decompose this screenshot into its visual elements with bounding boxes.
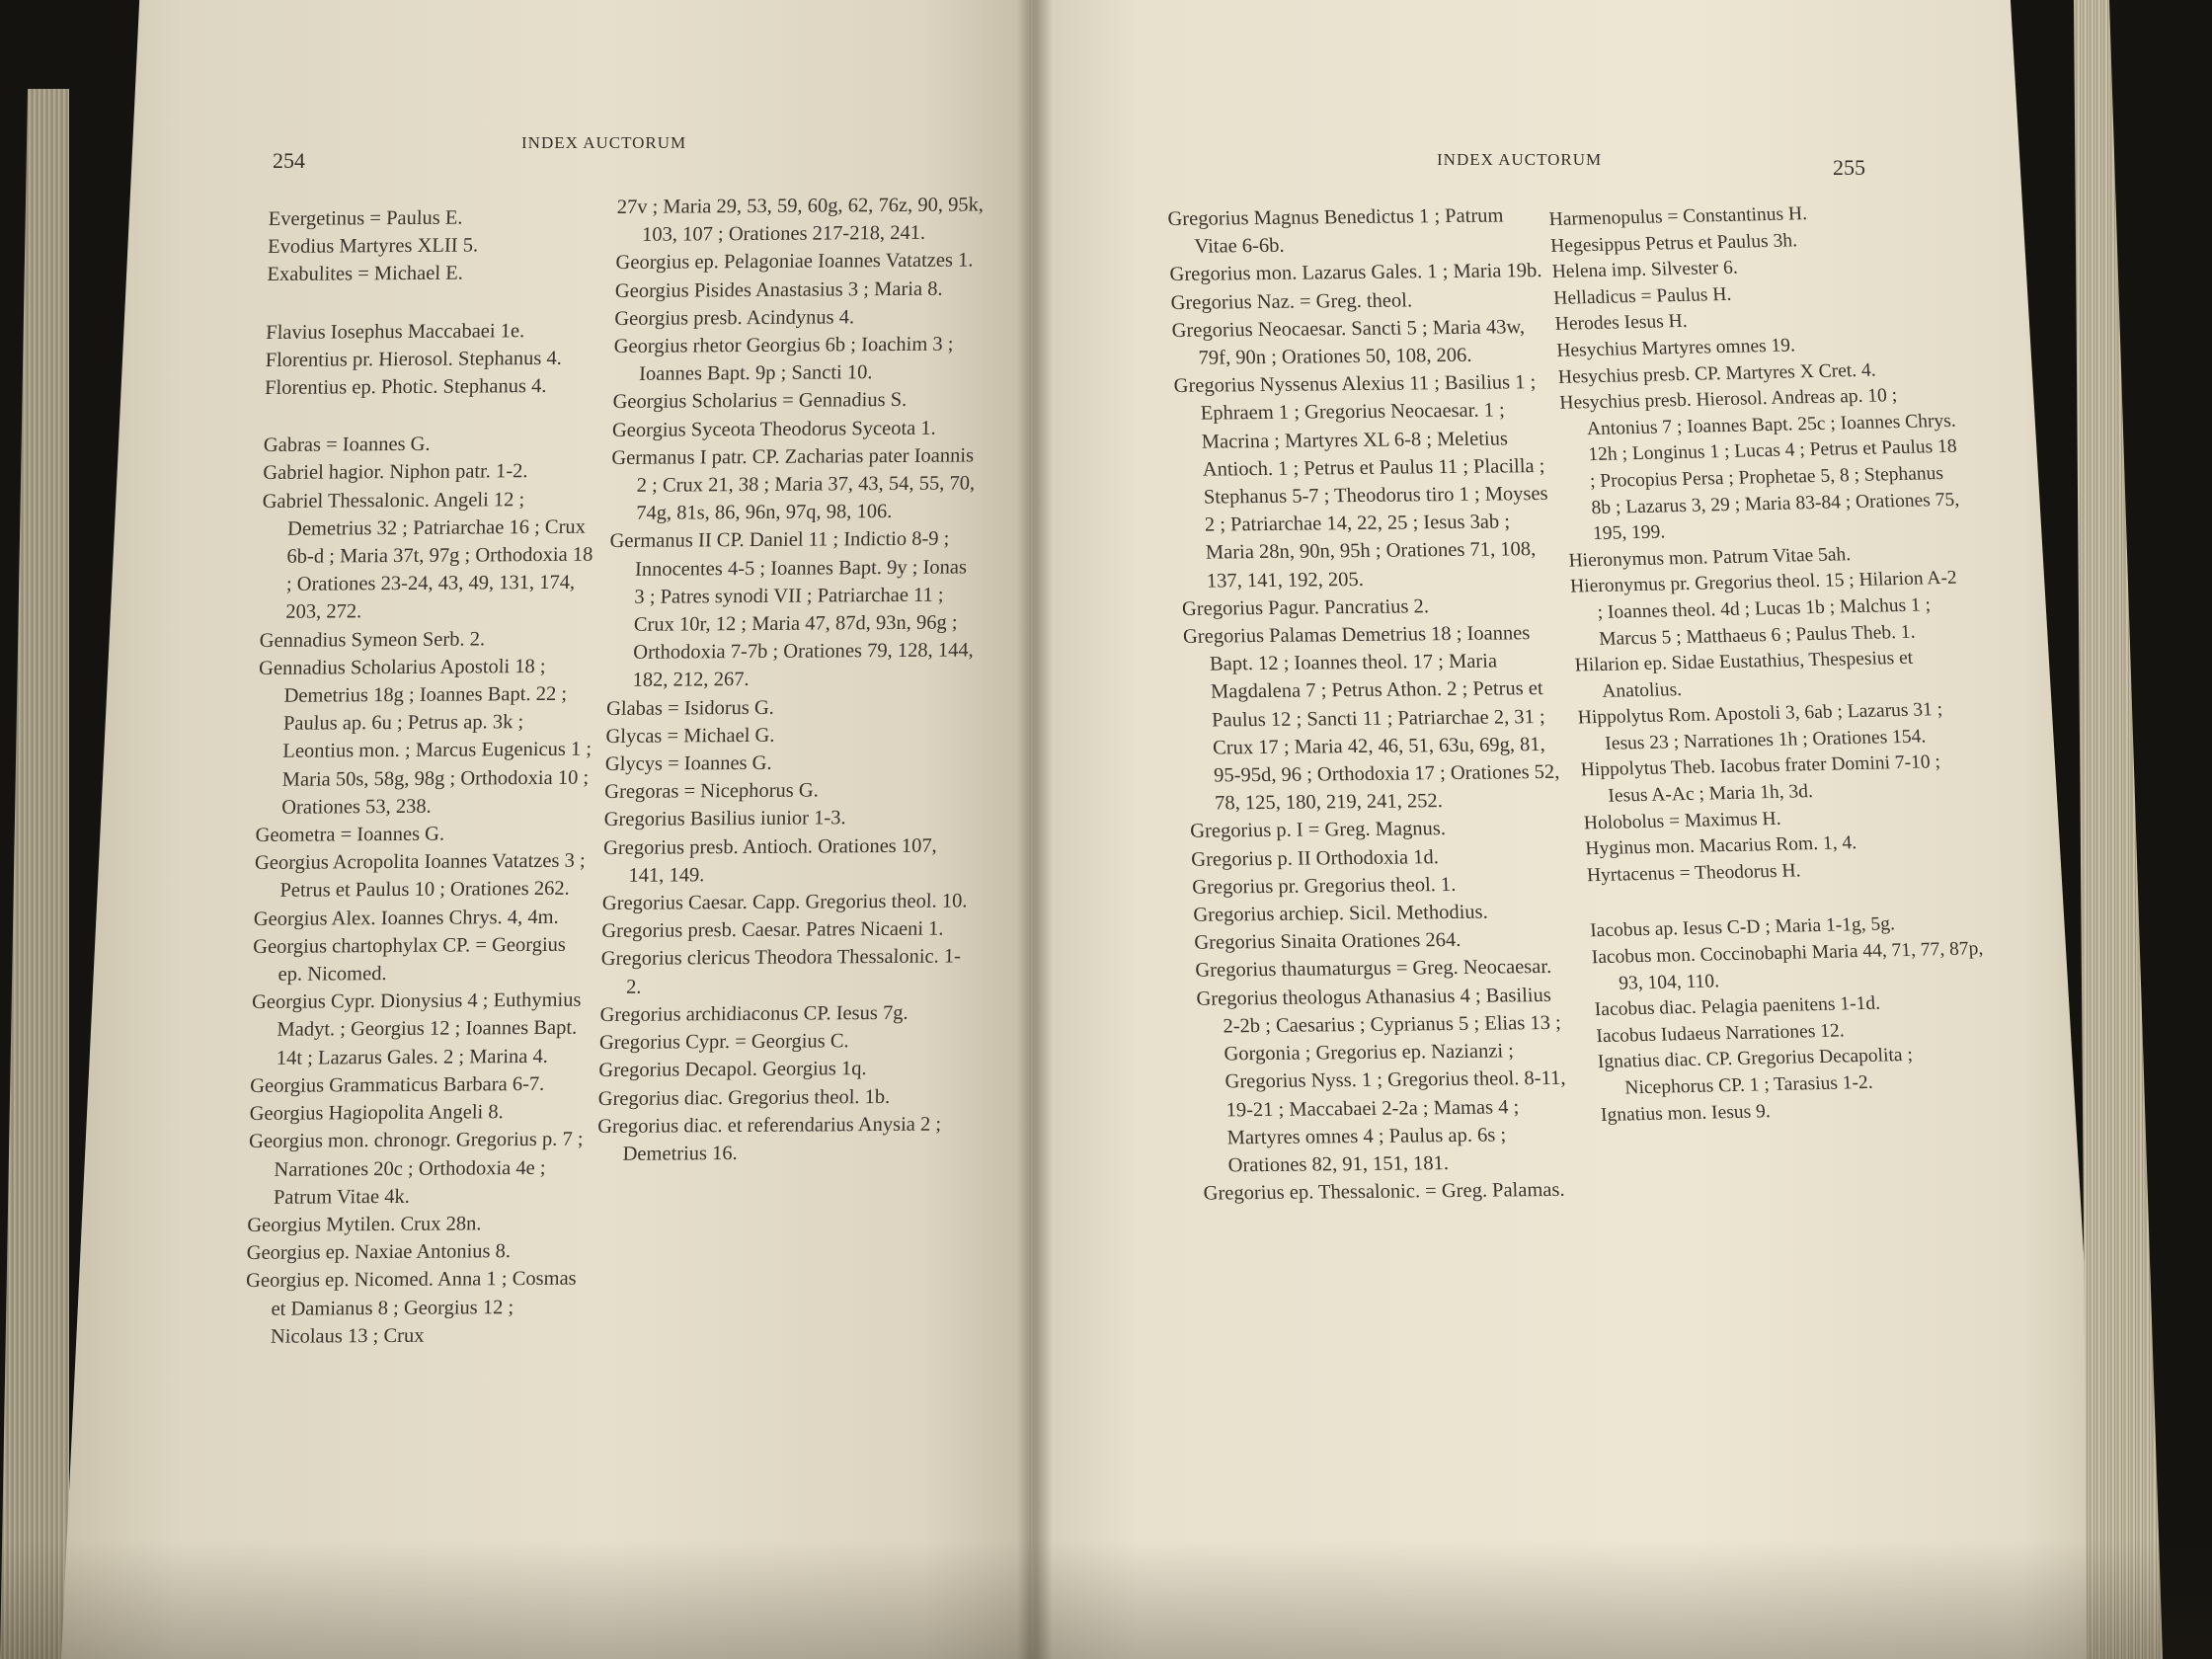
index-entry: Gregorius Nyssenus Alexius 11 ; Basilius 1 ; Ephraem 1 ; Gregorius Neocaesar. 1 ; Macrina ; Martyres XL 6-8 ; Meletius Antioch. 1 ; Petrus et Paulus 11 ; Placilla ; Stephanus 5-7 ; Theodorus tiro 1 ; Moyses 2 ; Patriarchae 14, 22, 25 ; Iesus 3ab ; Maria 28n, 90n, 95h ; Orationes 71, 108, 137, 141, 192, 205. [1173, 371, 1548, 592]
index-entry: Gabras = Ioannes G. [263, 434, 431, 457]
index-entry: Gregorius ep. Thessalonic. = Greg. Palamas. [1203, 1178, 1565, 1205]
index-entry: Gregorius Neocaesar. Sancti 5 ; Maria 43w, 79f, 90n ; Orationes 50, 108, 206. [1171, 316, 1526, 369]
index-entry: Gabriel Thessalonic. Angeli 12 ; Demetrius 32 ; Patriarchae 16 ; Crux 6b-d ; Maria 37t, 97g ; Orthodoxia 18 ; Orationes 23-24, 43, 49, 131, 174, 203, 272. [262, 488, 593, 624]
index-entry: Florentius pr. Hierosol. Stephanus 4. [265, 347, 563, 371]
index-entry: Hilarion ep. Sidae Eustathius, Thespesius et Anatolius. [1574, 647, 1914, 702]
index-entry: Gregorius presb. Caesar. Patres Nicaeni 1. [601, 917, 944, 943]
index-entry: Geometra = Ioannes G. [255, 823, 445, 847]
left-column-1 [245, 203, 604, 1351]
index-entry: Hieronymus pr. Gregorius theol. 15 ; Hilarion A-2 ; Ioannes theol. 4d ; Lucas 1b ; Malchus 1 ; Marcus 5 ; Matthaeus 6 ; Paulus Theb. 1. [1569, 568, 1958, 650]
index-entry: Georgius rhetor Georgius 6b ; Ioachim 3 ; Ioannes Bapt. 9p ; Sancti 10. [613, 333, 954, 386]
right-column-1 [1167, 201, 1579, 1208]
index-entry: Georgius ep. Pelagoniae Ioannes Vatatzes 1. [615, 249, 974, 275]
index-entry: Hesychius Martyres omnes 19. [1555, 335, 1796, 361]
index-entry: Evergetinus = Paulus E. [268, 206, 463, 230]
right-running-header: INDEX AUCTORUM [1437, 150, 1603, 169]
index-entry: Gregorius presb. Antioch. Orationes 107, 141, 149. [602, 834, 938, 887]
index-entry: Hieronymus mon. Patrum Vitae 5ah. [1568, 543, 1852, 572]
index-entry: Harmenopulus = Constantinus H. [1548, 203, 1808, 230]
index-entry: Iacobus mon. Coccinobaphi Maria 44, 71, 77, 87p, 93, 104, 110. [1591, 938, 1984, 994]
right-column-2 [1548, 198, 1997, 1129]
index-entry: Evodius Martyres XLII 5. [267, 234, 479, 259]
left-running-header: INDEX AUCTORUM [521, 133, 687, 152]
index-entry: Ignatius mon. Iesus 9. [1600, 1100, 1772, 1126]
book-gutter [1017, 0, 1053, 1659]
index-entry: Gregorius Cypr. = Georgius C. [598, 1030, 849, 1055]
index-entry: Gregorius Caesar. Capp. Gregorius theol. 10. [601, 890, 968, 915]
index-entry: 27v ; Maria 29, 53, 59, 60g, 62, 76z, 90, 95k, 103, 107 ; Orationes 217-218, 241. [616, 194, 985, 247]
index-entry: Gregorius archiep. Sicil. Methodius. [1192, 901, 1489, 926]
index-entry: Georgius Syceota Theodorus Syceota 1. [611, 417, 937, 441]
index-entry: Gregorius Naz. = Greg. theol. [1170, 289, 1413, 314]
index-entry: Georgius Scholarius = Gennadius S. [612, 389, 908, 414]
index-entry: Hippolytus Rom. Apostoli 3, 6ab ; Lazarus 31 ; Iesus 23 ; Narrationes 1h ; Orationes 154. [1577, 699, 1943, 754]
index-entry: Holobolus = Maximus H. [1583, 808, 1782, 833]
index-entry: Gregorius Decapol. Georgius 1q. [598, 1058, 867, 1082]
index-entry: Georgius chartophylax CP. = Georgius ep. Nicomed. [253, 933, 567, 986]
left-column-2 [596, 191, 988, 1168]
index-entry: Germanus II CP. Daniel 11 ; Indictio 8-9 ; Innocentes 4-5 ; Ioannes Bapt. 9y ; Ionas 3 ; Patres synodi VII ; Patriarchae 11 ; Crux 10r, 12 ; Maria 47, 87d, 93n, 96g ; Orthodoxia 7-7b ; Orationes 79, 128, 144, 182, 212, 267. [609, 528, 975, 692]
index-entry: Gregorius p. I = Greg. Magnus. [1189, 818, 1447, 843]
index-entry: Gregorius Sinaita Orationes 264. [1193, 929, 1462, 955]
index-entry: Hippolytus Theb. Iacobus frater Domini 7-10 ; Iesus A-Ac ; Maria 1h, 3d. [1580, 751, 1941, 807]
index-entry: Georgius Alex. Ioannes Chrys. 4, 4m. [253, 906, 559, 930]
index-entry: Gregorius theologus Athanasius 4 ; Basilius 2-2b ; Caesarius ; Cyprianus 5 ; Elias 13 ; Gorgonia ; Gregorius ep. Nazianzi ; Gregorius Nyss. 1 ; Gregorius theol. 8-11, 19-21 ; Maccabaei 2-2a ; Mamas 4 ; Martyres omnes 4 ; Paulus ap. 6s ; Orationes 82, 91, 151, 181. [1196, 984, 1566, 1177]
index-entry: Gregorius p. II Orthodoxia 1d. [1190, 845, 1440, 871]
index-entry: Gregoras = Nicephorus G. [604, 779, 820, 804]
index-entry: Gregorius diac. et referendarius Anysia 2 ; Demetrius 16. [596, 1113, 942, 1165]
index-entry: Gennadius Symeon Serb. 2. [259, 628, 486, 652]
index-entry: Gregorius pr. Gregorius theol. 1. [1191, 873, 1457, 899]
index-entry: Georgius presb. Acindynus 4. [614, 306, 855, 330]
index-entry: Exabulites = Michael E. [267, 263, 464, 286]
left-page-number: 254 [273, 148, 305, 173]
right-page-edges [2074, 0, 2163, 1659]
index-entry: Georgius Grammaticus Barbara 6-7. [250, 1072, 545, 1097]
index-entry: Glycas = Michael G. [605, 724, 775, 748]
index-entry: Flavius Iosephus Maccabaei 1e. [266, 319, 525, 344]
index-entry: Iacobus Iudaeus Narrationes 12. [1595, 1020, 1846, 1047]
index-entry: Gregorius thaumaturgus = Greg. Neocaesar. [1195, 956, 1552, 983]
index-entry: Gregorius archidiaconus CP. Iesus 7g. [599, 1001, 908, 1026]
index-entry: Helena imp. Silvester 6. [1551, 257, 1739, 283]
index-entry: Gennadius Scholarius Apostoli 18 ; Demetrius 18g ; Ioannes Bapt. 22 ; Paulus ap. 6u ; Petrus ap. 3k ; Leontius mon. ; Marcus Eugenicus 1 ; Maria 50s, 58g, 98g ; Orthodoxia 10 ; Orationes 53, 238. [258, 655, 592, 819]
index-entry: Ignatius diac. CP. Gregorius Decapolita ; Nicephorus CP. 1 ; Tarasius 1-2. [1597, 1045, 1914, 1099]
index-entry: Gregorius Palamas Demetrius 18 ; Ioannes Bapt. 12 ; Ioannes theol. 17 ; Maria Magdalena 7 ; Petrus Athon. 2 ; Petrus et Paulus 12 ; Sancti 11 ; Patriarchae 2, 31 ; Crux 17 ; Maria 42, 46, 51, 63u, 69g, 81, 95-95d, 96 ; Orthodoxia 17 ; Orationes 52, 78, 125, 180, 219, 241, 252. [1182, 622, 1560, 815]
index-entry: Glycys = Ioannes G. [604, 751, 772, 776]
index-entry: Gabriel hagior. Niphon patr. 1-2. [263, 460, 528, 485]
index-entry: Helladicus = Paulus H. [1552, 283, 1732, 309]
right-page-number: 255 [1833, 155, 1865, 180]
index-entry: Florentius ep. Photic. Stephanus 4. [264, 375, 547, 400]
index-entry: Hesychius presb. Hierosol. Andreas ap. 10 ; Antonius 7 ; Ioannes Bapt. 25c ; Ioannes Chrys. 12h ; Longinus 1 ; Lucas 4 ; Petrus et Paulus 18 ; Procopius Persa ; Prophetae 5, 8 ; Stephanus 8b ; Lazarus 3, 29 ; Maria 83-84 ; Orationes 75, 195, 199. [1558, 385, 1960, 545]
index-entry: Glabas = Isidorus G. [605, 696, 775, 720]
index-entry: Gregorius Magnus Benedictus 1 ; Patrum Vitae 6-6b. [1167, 204, 1504, 258]
index-entry: Georgius Hagiopolita Angeli 8. [249, 1101, 504, 1126]
index-entry: Georgius Acropolita Ioannes Vatatzes 3 ; Petrus et Paulus 10 ; Orationes 262. [254, 849, 586, 903]
index-entry: Iacobus diac. Pelagia paenitens 1-1d. [1594, 992, 1881, 1021]
index-entry: Georgius ep. Naxiae Antonius 8. [246, 1240, 512, 1265]
index-entry: Georgius Pisides Anastasius 3 ; Maria 8. [614, 277, 943, 302]
index-entry: Gregorius diac. Gregorius theol. 1b. [597, 1085, 891, 1110]
index-entry: Gregorius Pagur. Pancratius 2. [1181, 595, 1430, 620]
index-entry: Germanus I patr. CP. Zacharias pater Ioannis 2 ; Crux 21, 38 ; Maria 37, 43, 54, 55, 70, 74g, 81s, 86, 96n, 97q, 98, 106. [611, 444, 976, 525]
index-entry: Herodes Iesus H. [1554, 311, 1689, 336]
index-entry: Hegesippus Petrus et Paulus 3h. [1549, 229, 1798, 257]
index-entry: Hyrtacenus = Theodorus H. [1586, 860, 1802, 887]
index-entry: Georgius Mytilen. Crux 28n. [247, 1213, 482, 1236]
index-entry: Gregorius clericus Theodora Thessalonic. 1-2. [600, 945, 962, 998]
index-entry: Gregorius mon. Lazarus Gales. 1 ; Maria 19b. [1169, 260, 1542, 286]
index-entry: Gregorius Basilius iunior 1-3. [603, 807, 846, 831]
index-entry: Hyginus mon. Macarius Rom. 1, 4. [1584, 832, 1857, 860]
index-entry: Georgius Cypr. Dionysius 4 ; Euthymius Madyt. ; Georgius 12 ; Ioannes Bapt. 14t ; Lazarus Gales. 2 ; Marina 4. [251, 988, 582, 1069]
index-entry: Iacobus ap. Iesus C-D ; Maria 1-1g, 5g. [1589, 913, 1896, 942]
bottom-shadow [0, 1540, 2212, 1659]
left-page-edges [0, 89, 69, 1659]
index-entry: Hesychius presb. CP. Martyres X Cret. 4. [1557, 359, 1877, 388]
index-entry: Georgius mon. chronogr. Gregorius p. 7 ; Narrationes 20c ; Orthodoxia 4e ; Patrum Vitae 4k. [248, 1128, 584, 1209]
index-entry: Georgius ep. Nicomed. Anna 1 ; Cosmas et Damianus 8 ; Georgius 12 ; Nicolaus 13 ; Crux [245, 1267, 577, 1348]
